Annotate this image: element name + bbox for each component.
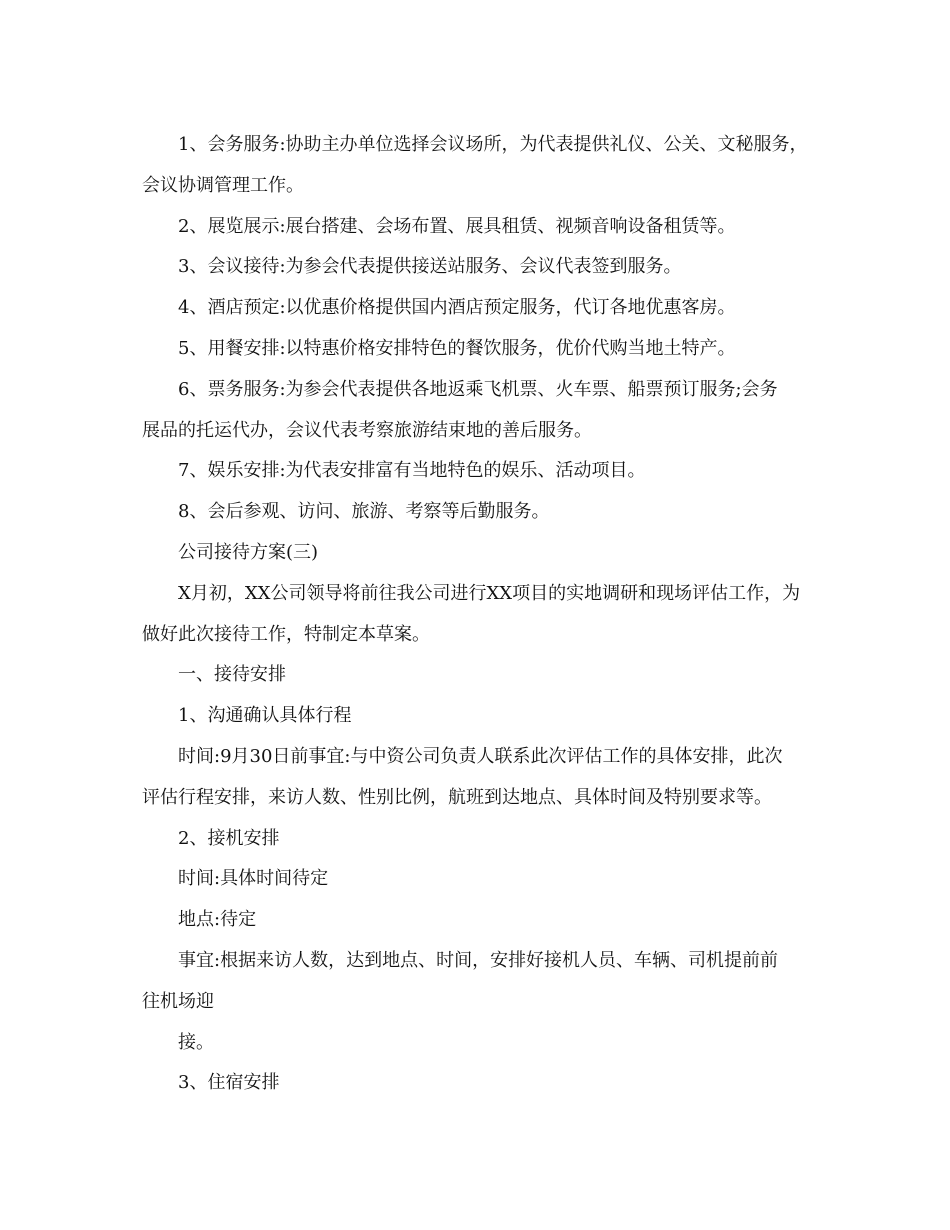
paragraph: 4、酒店预定:以优惠价格提供国内酒店预定服务，代订各地优惠客房。 — [178, 297, 736, 319]
paragraph: 7、娱乐安排:为代表安排富有当地特色的娱乐、活动项目。 — [178, 460, 646, 482]
paragraph: 3、会议接待:为参会代表提供接送站服务、会议代表签到服务。 — [178, 256, 682, 278]
paragraph: 2、接机安排 — [178, 827, 280, 849]
paragraph: 8、会后参观、访问、旅游、考察等后勤服务。 — [178, 501, 550, 523]
paragraph: 事宜:根据来访人数，达到地点、时间，安排好接机人员、车辆、司机提前前 往机场迎 — [142, 949, 779, 1012]
paragraph: 时间:具体时间待定 — [178, 868, 329, 890]
paragraph: X月初，XX公司领导将前往我公司进行XX项目的实地调研和现场评估工作，为 做好此次接待工作，特制定本草案。 — [142, 582, 801, 645]
document-body — [142, 125, 814, 1104]
paragraph: 1、会务服务:协助主办单位选择会议场所，为代表提供礼仪、公关、文秘服务， 会议协调管理工作。 — [142, 134, 808, 196]
section-heading: 公司接待方案(三) — [178, 541, 319, 563]
paragraph: 5、用餐安排:以特惠价格安排特色的餐饮服务，优价代购当地土特产。 — [178, 337, 736, 359]
paragraph: 3、住宿安排 — [178, 1072, 280, 1094]
paragraph: 2、展览展示:展台搭建、会场布置、展具租赁、视频音响设备租赁等。 — [178, 215, 736, 237]
section-heading: 一、接待安排 — [178, 664, 286, 686]
paragraph: 地点:待定 — [178, 909, 257, 931]
paragraph: 接。 — [178, 1031, 214, 1053]
paragraph: 时间:9月30日前事宜:与中资公司负责人联系此次评估工作的具体安排，此次 评估行程安排，来访人数、性别比例，航班到达地点、具体时间及特别要求等。 — [142, 745, 783, 808]
paragraph: 1、沟通确认具体行程 — [178, 705, 352, 727]
paragraph: 6、票务服务:为参会代表提供各地返乘飞机票、火车票、船票预订服务;会务 展品的托运代办，会议代表考察旅游结束地的善后服务。 — [142, 378, 778, 441]
